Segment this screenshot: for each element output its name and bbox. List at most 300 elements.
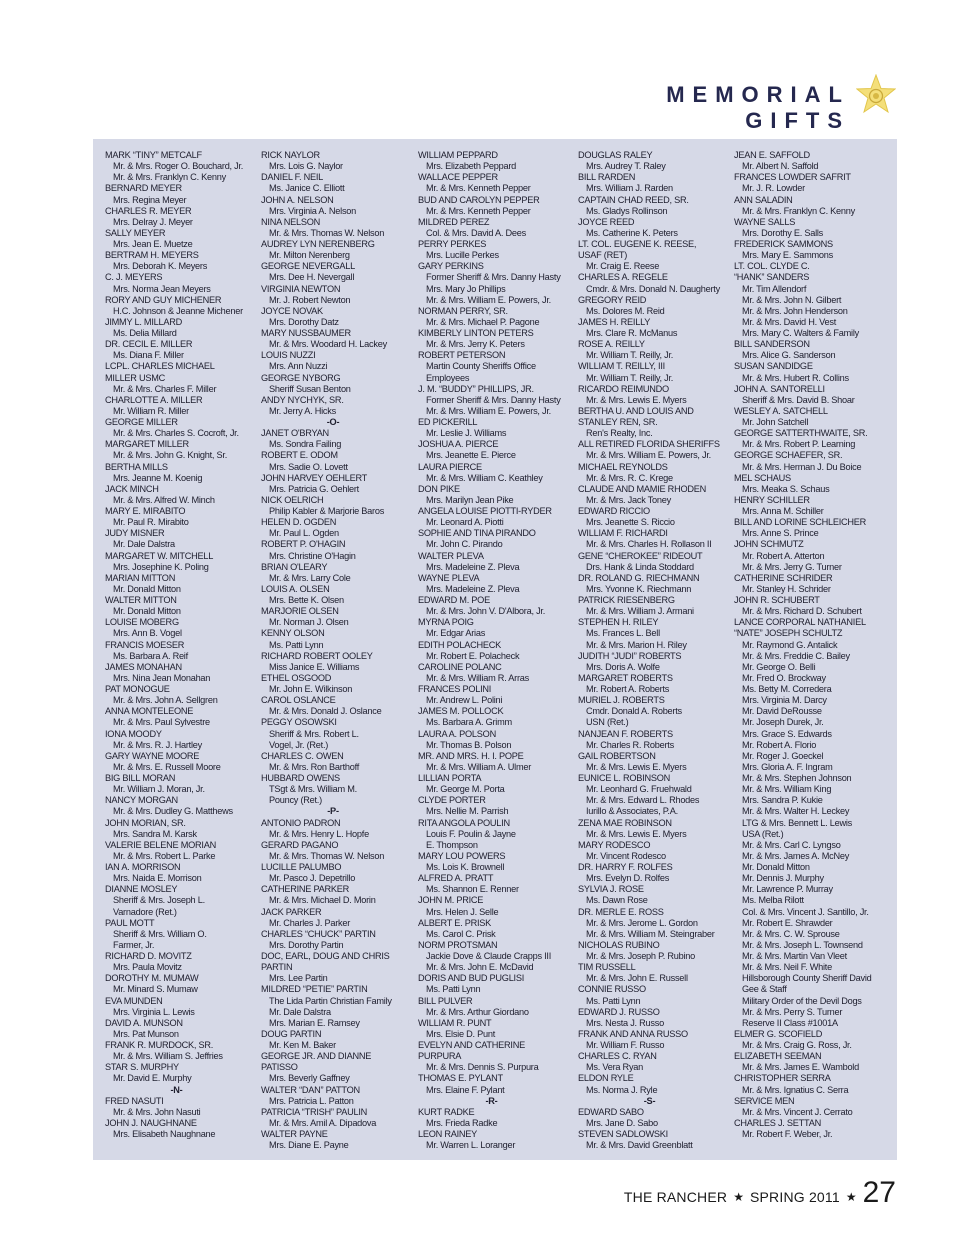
- honoree-name: STAR S. MURPHY: [105, 1062, 179, 1073]
- donor-name: Mrs. Gloria A. F. Ingram: [742, 761, 833, 772]
- honoree-name: “NATE” JOSEPH SCHULTZ: [734, 628, 843, 639]
- donor-name: Mr. & Mrs. William C. Keathley: [426, 472, 543, 483]
- honoree-name: JEAN E. SAFFOLD: [734, 150, 810, 160]
- honoree-name: PERRY PERKES: [418, 239, 487, 249]
- honoree-name: PAUL MOTT: [105, 917, 155, 928]
- honoree-name: ANTONIO PADRON: [261, 817, 341, 828]
- honoree-name: BILL RARDEN: [578, 172, 636, 183]
- honoree-name: LEON RAINEY: [418, 1129, 478, 1139]
- donor-name: Mr. & Mrs. William A. Ulmer: [426, 761, 532, 772]
- donor-name: Mrs. Jeanne M. Koenig: [113, 472, 203, 483]
- honoree-name: CHARLES J. SETTAN: [734, 1117, 821, 1128]
- donor-name: Sheriff & Mrs. William O.: [113, 928, 207, 939]
- donor-name: Mr. & Mrs. William E. Powers, Jr.: [426, 405, 551, 416]
- donor-name: Mrs. Lucille Perkes: [426, 250, 499, 261]
- donor-name: Sheriff & Mrs. Robert L.: [269, 728, 359, 739]
- honoree-name: DR. CECIL E. MILLER: [105, 339, 193, 350]
- donor-name: Mrs. Jeanette E. Pierce: [426, 450, 516, 461]
- honoree-name: MARGARET W. MITCHELL: [105, 550, 214, 561]
- donor-name: Mr. Stanley H. Schrider: [742, 583, 831, 594]
- donor-name: Ms. Lois K. Brownell: [426, 862, 505, 872]
- donor-name: Mr. & Mrs. Perry S. Turner: [742, 1006, 843, 1017]
- donor-name: Mr. Craig E. Reese: [586, 261, 660, 272]
- donor-name: Mr. & Mrs. William M. Steingraber: [586, 928, 715, 939]
- donor-name: Mr. & Mrs. Marion H. Riley: [586, 639, 687, 650]
- donor-name: Mrs. Elizabeth Peppard: [426, 161, 516, 172]
- donor-name: Mrs. Dorothy Partin: [269, 939, 344, 950]
- honoree-name: ROBERT PETERSON: [418, 350, 506, 361]
- honoree-name: CHARLES C. OWEN: [261, 750, 344, 761]
- memorial-column-2: [261, 150, 419, 1160]
- honoree-name: JUDY MISNER: [105, 528, 165, 539]
- honoree-name: MYRNA POIG: [418, 617, 474, 628]
- donor-name: Mr. Robert E. Shrawder: [742, 917, 833, 928]
- honoree-name: CAROLINE POLANC: [418, 661, 502, 672]
- honoree-name: BRIAN O'LEARY: [261, 561, 328, 572]
- donor-name: Mrs. William J. Rarden: [586, 183, 673, 194]
- donor-name: Mr. & Mrs. Charles S. Cocroft, Jr.: [113, 428, 239, 439]
- honoree-name: MARY NUSSBAUMER: [261, 328, 351, 338]
- honoree-name: ANDY NYCHYK, SR.: [261, 394, 344, 405]
- honoree-name: EDWARD M. POE: [418, 595, 490, 605]
- donor-name: Mr. Edgar Arias: [426, 628, 486, 639]
- honoree-name: C. J. MEYERS: [105, 272, 163, 283]
- honoree-name: DOC, EARL, DOUG AND CHRIS: [261, 951, 390, 961]
- honoree-name: WALTER PLEVA: [418, 550, 484, 561]
- donor-name: Ms. Catherine K. Peters: [586, 227, 678, 238]
- honoree-name: STANLEY REN, SR.: [578, 417, 658, 427]
- donor-name: Mr. Jerry A. Hicks: [269, 405, 336, 416]
- donor-name: Ms. Sondra Failing: [269, 439, 342, 450]
- donor-name: Mrs. Helen J. Selle: [426, 906, 499, 917]
- donor-name: Mrs. Josephine K. Poling: [113, 561, 209, 572]
- honoree-name: LILLIAN PORTA: [418, 773, 482, 783]
- honoree-name: RORY AND GUY MICHENER: [105, 294, 222, 305]
- donor-name: Ms. Dolores M. Reid: [586, 305, 665, 316]
- donor-name: Mr. Charles J. Parker: [269, 917, 351, 928]
- donor-name: Mr. Warren L. Loranger: [426, 1140, 516, 1151]
- donor-name: Mrs. Dee H. Nevergall: [269, 272, 355, 283]
- honoree-name: WAYNE SALLS: [734, 216, 796, 227]
- honoree-name: LUCILLE PALUMBO: [261, 862, 342, 872]
- donor-name: Mr. & Mrs. Jerry G. Turner: [742, 561, 842, 572]
- donor-name: Military Order of the Devil Dogs: [742, 995, 862, 1006]
- donor-name: Mr. Donald Mitton: [113, 583, 181, 594]
- honoree-name: LAURA PIERCE: [418, 461, 482, 472]
- donor-name: Ms. Diana F. Miller: [113, 350, 184, 361]
- honoree-name: MARJORIE OLSEN: [261, 606, 339, 617]
- honoree-name: JUDITH “JUDI” ROBERTS: [578, 650, 682, 661]
- honoree-name: PATISSO: [261, 1062, 298, 1073]
- donor-name: Mr. John C. Pirando: [426, 539, 503, 550]
- donor-name: Mr. & Mrs. Edward L. Rhodes: [586, 795, 700, 806]
- donor-name: Mr. & Mrs. James E. Wambold: [742, 1062, 859, 1073]
- donor-name: Mr. & Mrs. Lewis E. Myers: [586, 761, 687, 772]
- honoree-name: ANNA MONTELEONE: [105, 706, 194, 717]
- donor-name: Ms. Gladys Rollinson: [586, 205, 668, 216]
- honoree-name: JAMES MONAHAN: [105, 661, 182, 672]
- footer-star-icon: ★: [733, 1190, 744, 1204]
- donor-name: Ms. Betty M. Corredera: [742, 684, 832, 694]
- honoree-name: FRANK R. MURDOCK, SR.: [105, 1040, 214, 1050]
- donor-name: Mr. Lawrence P. Murray: [742, 884, 833, 895]
- donor-name: Mr. & Mrs. C. W. Sprouse: [742, 928, 840, 939]
- donor-name: Jackie Dove & Claude Crapps III: [426, 951, 552, 961]
- donor-name: Mr. Fred O. Brockway: [742, 672, 826, 683]
- page-number: 27: [862, 1176, 896, 1209]
- honoree-name: NORM PROTSMAN: [418, 939, 498, 950]
- donor-name: Mrs. Frieda Radke: [426, 1117, 498, 1128]
- donor-name: Mr. Dennis J. Murphy: [742, 873, 824, 884]
- memorial-column-4: [578, 150, 735, 1160]
- donor-name: Mr. & Mrs. Arthur Giordano: [426, 1006, 529, 1017]
- donor-name: Col. & Mrs. Vincent J. Santillo, Jr.: [742, 906, 869, 917]
- honoree-name: WALTER PAYNE: [261, 1129, 328, 1139]
- donor-name: Mr. William J. Moran, Jr.: [113, 784, 205, 795]
- donor-name: Cmdr. & Mrs. Donald N. Daugherty: [586, 283, 720, 294]
- donor-name: Mr. John Satchell: [742, 417, 809, 427]
- donor-name: Mrs. Diane E. Payne: [269, 1140, 349, 1151]
- honoree-name: EVA MUNDEN: [105, 995, 163, 1006]
- donor-name: Mr. Robert A. Roberts: [586, 684, 670, 694]
- honoree-name: MARY E. MIRABITO: [105, 506, 186, 516]
- section-letter-heading: -N-: [170, 1084, 183, 1095]
- honoree-name: J. M. “BUDDY” PHILLIPS, JR.: [418, 383, 534, 394]
- honoree-name: PAT MONOGUE: [105, 684, 170, 694]
- honoree-name: RICHARD D. MOVITZ: [105, 951, 192, 961]
- donor-name: Mr. & Mrs. John N. Gilbert: [742, 294, 842, 305]
- honoree-name: TIM RUSSELL: [578, 962, 636, 973]
- honoree-name: MILDRED “PETIE” PARTIN: [261, 984, 368, 995]
- honoree-name: WESLEY A. SATCHELL: [734, 405, 828, 416]
- honoree-name: JOHN HARVEY OEHLERT: [261, 472, 368, 483]
- donor-name: Mrs. Nina Jean Monahan: [113, 672, 211, 683]
- donor-name: Mr. & Mrs. Carl C. Lyngso: [742, 839, 841, 850]
- honoree-name: ETHEL OSGOOD: [261, 672, 332, 683]
- honoree-name: MEL SCHAUS: [734, 472, 791, 483]
- donor-name: Mr. Ken M. Baker: [269, 1040, 336, 1050]
- honoree-name: FRANCIS MOESER: [105, 639, 185, 650]
- honoree-name: IONA MOODY: [105, 728, 162, 739]
- honoree-name: GARY PERKINS: [418, 261, 484, 272]
- donor-name: Mrs. Elsie D. Punt: [426, 1028, 496, 1039]
- donor-name: Martin County Sheriffs Office: [426, 361, 536, 372]
- page-title: MEMORIAL GIFTS: [666, 82, 850, 133]
- honoree-name: FRED NASUTI: [105, 1095, 164, 1106]
- honoree-name: GAIL ROBERTSON: [578, 750, 656, 761]
- donor-name: Mrs. Naida E. Morrison: [113, 873, 202, 884]
- donor-name: Mrs. Anna M. Schiller: [742, 506, 824, 516]
- honoree-name: JOYCE NOVAK: [261, 305, 323, 316]
- honoree-name: LT. COL. CLYDE C.: [734, 261, 810, 272]
- honoree-name: BILL AND LORINE SCHLEICHER: [734, 517, 867, 528]
- honoree-name: HELEN D. OGDEN: [261, 517, 337, 528]
- donor-name: Ms. Patti Lynn: [586, 995, 641, 1006]
- honoree-name: AUDREY LYN NERENBERG: [261, 239, 375, 249]
- donor-name: Mr. & Mrs. Jerome L. Gordon: [586, 917, 698, 928]
- honoree-name: JOHN MORIAN, SR.: [105, 817, 186, 828]
- donor-name: Mr. & Mrs. Michael D. Morin: [269, 895, 376, 906]
- honoree-name: CATHERINE SCHRIDER: [734, 572, 833, 583]
- memorial-column-1: [105, 150, 262, 1160]
- donor-name: Mr. & Mrs. John E. Russell: [586, 973, 688, 984]
- donor-name: Ms. Shannon E. Renner: [426, 884, 519, 895]
- donor-name: Mr. & Mrs. Kenneth Pepper: [426, 205, 531, 216]
- donor-name: Farmer, Jr.: [113, 939, 155, 950]
- donor-name: Mr. & Mrs. Jerry K. Peters: [426, 339, 525, 350]
- donor-name: Mr. Leonhard G. Fruehwald: [586, 784, 692, 795]
- donor-name: Mr. William F. Russo: [586, 1040, 665, 1050]
- honoree-name: DR. HARRY F. ROLFES: [578, 862, 673, 872]
- donor-name: Ren's Realty, Inc.: [586, 428, 653, 439]
- donor-name: Mrs. Mary E. Sammons: [742, 250, 833, 261]
- honoree-name: DR. MERLE E. ROSS: [578, 906, 664, 917]
- honoree-name: BUD AND CAROLYN PEPPER: [418, 194, 540, 205]
- donor-name: Mr. David DeRousse: [742, 706, 822, 717]
- donor-name: Ms. Melba Rilott: [742, 895, 804, 906]
- honoree-name: MARK “TINY” METCALF: [105, 150, 202, 160]
- honoree-name: BIG BILL MORAN: [105, 773, 176, 783]
- donor-name: Mr. & Mrs. Stephen Johnson: [742, 773, 852, 783]
- honoree-name: PURPURA: [418, 1051, 462, 1062]
- honoree-name: LOUIS A. OLSEN: [261, 583, 330, 594]
- honoree-name: EDWARD J. RUSSO: [578, 1006, 660, 1017]
- donor-name: TSgt & Mrs. William M.: [269, 784, 357, 795]
- honoree-name: NANJEAN F. ROBERTS: [578, 728, 673, 739]
- donor-name: Mrs. Evelyn D. Rolfes: [586, 873, 670, 884]
- honoree-name: ELMER G. SCOFIELD: [734, 1028, 823, 1039]
- donor-name: Mr. & Mrs. William King: [742, 784, 832, 795]
- donor-name: Ms. Patti Lynn: [269, 639, 324, 650]
- donor-name: Mrs. Bette K. Olsen: [269, 595, 344, 605]
- donor-name: Ms. Carol C. Prisk: [426, 928, 496, 939]
- honoree-name: RICK NAYLOR: [261, 150, 320, 160]
- honoree-name: IAN A. MORRISON: [105, 862, 181, 872]
- issue-label: SPRING 2011: [749, 1189, 840, 1205]
- honoree-name: MARY RODESCO: [578, 839, 651, 850]
- donor-name: Mrs. Grace S. Edwards: [742, 728, 832, 739]
- honoree-name: DAVID A. MUNSON: [105, 1017, 183, 1028]
- donor-name: Employees: [426, 372, 470, 383]
- donor-name: Mr. & Mrs. John A. Sellgren: [113, 695, 218, 706]
- donor-name: Mrs. Dorothy Datz: [269, 316, 339, 327]
- honoree-name: GEORGE NEVERGALL: [261, 261, 356, 272]
- donor-name: Mrs. Beverly Gaffney: [269, 1073, 350, 1084]
- honoree-name: RITA ANGOLA POULIN: [418, 817, 510, 828]
- honoree-name: JOHN M. PRICE: [418, 895, 484, 906]
- honoree-name: VIRGINIA NEWTON: [261, 283, 341, 294]
- donor-name: Mrs. Christine O'Hagin: [269, 550, 356, 561]
- donor-name: Mrs. Doris A. Wolfe: [586, 661, 660, 672]
- donor-name: Mrs. Marilyn Jean Pike: [426, 494, 514, 505]
- donor-name: E. Thompson: [426, 839, 478, 850]
- donor-name: Mr. Minard S. Mumaw: [113, 984, 198, 995]
- honoree-name: LANCE CORPORAL NATHANIEL: [734, 617, 866, 628]
- donor-name: Mrs. Deborah K. Meyers: [113, 261, 208, 272]
- honoree-name: BERNARD MEYER: [105, 183, 182, 194]
- honoree-name: NICHOLAS RUBINO: [578, 939, 660, 950]
- honoree-name: MURIEL J. ROBERTS: [578, 695, 665, 706]
- donor-name: Mr. & Mrs. Woodard H. Lackey: [269, 339, 387, 350]
- honoree-name: MARIAN MITTON: [105, 572, 176, 583]
- honoree-name: USAF (RET): [578, 250, 628, 261]
- honoree-name: WILLIAM T. REILLY, III: [578, 361, 665, 372]
- section-letter-heading: -R-: [485, 1095, 498, 1106]
- donor-name: Mr. & Mrs. Dudley G. Matthews: [113, 806, 233, 817]
- honoree-name: ALBERT E. PRISK: [418, 917, 492, 928]
- donor-name: Ms. Barbara A. Grimm: [426, 717, 512, 728]
- donor-name: USA (Ret.): [742, 828, 784, 839]
- donor-name: Mr. Paul R. Mirabito: [113, 517, 189, 528]
- donor-name: Mr. & Mrs. William E. Powers, Jr.: [426, 294, 551, 305]
- honoree-name: FRANK AND ANNA RUSSO: [578, 1028, 688, 1039]
- donor-name: H.C. Johnson & Jeanne Michener: [113, 305, 243, 316]
- honoree-name: CHARLES C. RYAN: [578, 1051, 657, 1062]
- honoree-name: ANN SALADIN: [734, 194, 793, 205]
- donor-name: Mrs. Nesta J. Russo: [586, 1017, 664, 1028]
- honoree-name: WALTER “DAN” PATTON: [261, 1084, 360, 1095]
- honoree-name: EVELYN AND CATHERINE: [418, 1040, 525, 1050]
- honoree-name: MARGARET MILLER: [105, 439, 189, 450]
- honoree-name: KURT RADKE: [418, 1106, 475, 1117]
- donor-name: Mr. & Mrs. Hubert R. Collins: [742, 372, 849, 383]
- donor-name: Mrs. Patricia L. Patton: [269, 1095, 354, 1106]
- memorial-column-3: [418, 150, 579, 1160]
- donor-name: Mr. & Mrs. Jack Toney: [586, 494, 671, 505]
- honoree-name: EDWARD RICCIO: [578, 506, 650, 516]
- honoree-name: NINA NELSON: [261, 216, 321, 227]
- honoree-name: ALFRED A. PRATT: [418, 873, 494, 884]
- donor-name: Mrs. Jean E. Muetze: [113, 239, 193, 249]
- honoree-name: ED PICKERILL: [418, 417, 478, 427]
- honoree-name: ROBERT P. O'HAGIN: [261, 539, 346, 550]
- donor-name: Mr. & Mrs. Larry Cole: [269, 572, 351, 583]
- donor-name: Mr. Roger J. Goeckel: [742, 750, 824, 761]
- donor-name: Mr. & Mrs. Thomas W. Nelson: [269, 850, 385, 861]
- honoree-name: SERVICE MEN: [734, 1095, 795, 1106]
- honoree-name: MICHAEL REYNOLDS: [578, 461, 668, 472]
- honoree-name: NICK OELRICH: [261, 494, 324, 505]
- donor-name: Hillsborough County Sheriff David: [742, 973, 872, 984]
- donor-name: Cmdr. Donald A. Roberts: [586, 706, 682, 717]
- honoree-name: EUNICE L. ROBINSON: [578, 773, 670, 783]
- donor-name: LTG & Mrs. Bennett L. Lewis: [742, 817, 853, 828]
- donor-name: Mrs. Yvonne K. Riechmann: [586, 583, 692, 594]
- honoree-name: GEORGE NYBORG: [261, 372, 341, 383]
- donor-name: Mr. & Mrs. Alfred W. Minch: [113, 494, 215, 505]
- honoree-name: EDWARD SABO: [578, 1106, 644, 1117]
- donor-name: Mr. William T. Reilly, Jr.: [586, 350, 674, 361]
- donor-name: Mrs. Sadie O. Lovett: [269, 461, 348, 472]
- donor-name: Mrs. Lee Partin: [269, 973, 328, 984]
- honoree-name: CLAUDE AND MAMIE RHODEN: [578, 483, 706, 494]
- honoree-name: JACK MINCH: [105, 483, 159, 494]
- donor-name: Sheriff Susan Benton: [269, 383, 351, 394]
- honoree-name: GEORGE JR. AND DIANNE: [261, 1051, 372, 1062]
- donor-name: Mr. & Mrs. R. C. Krege: [586, 472, 673, 483]
- honoree-name: ROSE A. REILLY: [578, 339, 645, 350]
- donor-name: Mr. & Mrs. John E. McDavid: [426, 962, 534, 973]
- donor-name: Ms. Norma J. Ryle: [586, 1084, 658, 1095]
- honoree-name: PATRICK RIESENBERG: [578, 595, 675, 605]
- star-icon: [856, 74, 896, 114]
- donor-name: Mrs. Alice G. Sanderson: [742, 350, 836, 361]
- donor-name: Reserve II Class #1001A: [742, 1017, 838, 1028]
- donor-name: Mr. & Mrs. Robert P. Learning: [742, 439, 856, 450]
- donor-name: Philip Kabler & Marjorie Baros: [269, 506, 385, 516]
- honoree-name: ELIZABETH SEEMAN: [734, 1051, 822, 1062]
- honoree-name: ANGELA LOUISE PIOTTI-RYDER: [418, 506, 552, 516]
- donor-name: Former Sheriff & Mrs. Danny Hasty: [426, 394, 561, 405]
- honoree-name: “HANK” SANDERS: [734, 272, 810, 283]
- honoree-name: DOUGLAS RALEY: [578, 150, 653, 160]
- donor-name: Mr. Norman J. Olsen: [269, 617, 349, 628]
- honoree-name: BERTHA MILLS: [105, 461, 168, 472]
- donor-name: Ms. Barbara A. Reif: [113, 650, 188, 661]
- donor-name: Mr. Robert E. Polacheck: [426, 650, 520, 661]
- donor-name: Mrs. Mary Jo Phillips: [426, 283, 506, 294]
- honoree-name: ROBERT E. ODOM: [261, 450, 338, 461]
- honoree-name: LT. COL. EUGENE K. REESE,: [578, 239, 697, 249]
- donor-name: Mr. & Mrs. Paul Sylvestre: [113, 717, 210, 728]
- donor-name: Mr. & Mrs. Charles F. Miller: [113, 383, 217, 394]
- donor-name: Mr. J. R. Lowder: [742, 183, 805, 194]
- honoree-name: GEORGE SCHAEFER, SR.: [734, 450, 843, 461]
- honoree-name: FRANCES LOWDER SAFRIT: [734, 172, 851, 183]
- donor-name: Mr. Thomas B. Polson: [426, 739, 512, 750]
- donor-name: Mrs. Madeleine Z. Pleva: [426, 583, 520, 594]
- honoree-name: DOUG PARTIN: [261, 1028, 322, 1039]
- honoree-name: ALL RETIRED FLORIDA SHERIFFS: [578, 439, 720, 450]
- donor-name: Mr. & Mrs. William J. Armani: [586, 606, 694, 617]
- honoree-name: GENE “CHEROKEE” RIDEOUT: [578, 550, 703, 561]
- honoree-name: DOROTHY M. MUMAW: [105, 973, 199, 984]
- donor-name: Mr. Donald Mitton: [742, 862, 810, 872]
- donor-name: Mrs. Elaine F. Pylant: [426, 1084, 505, 1095]
- donor-name: Mr. & Mrs. Neil F. White: [742, 962, 832, 973]
- donor-name: Mr. & Mrs. E. Russell Moore: [113, 761, 221, 772]
- donor-name: Mr. & Mrs. Martin Van Vleet: [742, 951, 847, 961]
- honoree-name: CONNIE RUSSO: [578, 984, 646, 995]
- honoree-name: MILDRED PEREZ: [418, 216, 490, 227]
- donor-name: Mrs. Ann Nuzzi: [269, 361, 328, 372]
- honoree-name: JOHN J. NAUGHNANE: [105, 1117, 197, 1128]
- donor-name: Ms. Janice C. Elliott: [269, 183, 345, 194]
- donor-name: Mrs. Sandra M. Karsk: [113, 828, 197, 839]
- honoree-name: CHARLES “CHUCK” PARTIN: [261, 928, 376, 939]
- donor-name: Mrs. Madeleine Z. Pleva: [426, 561, 520, 572]
- honoree-name: KENNY OLSON: [261, 628, 325, 639]
- donor-name: Mrs. Patricia G. Oehlert: [269, 483, 359, 494]
- honoree-name: MARGARET ROBERTS: [578, 672, 673, 683]
- donor-name: USN (Ret.): [586, 717, 629, 728]
- honoree-name: SALLY MEYER: [105, 227, 166, 238]
- donor-name: Mr. Donald Mitton: [113, 606, 181, 617]
- donor-name: Pouncy (Ret.): [269, 795, 322, 806]
- donor-name: Mrs. Clare R. McManus: [586, 328, 678, 338]
- donor-name: Mrs. Elisabeth Naughnane: [113, 1129, 216, 1139]
- honoree-name: FREDERICK SAMMONS: [734, 239, 833, 249]
- honoree-name: MILLER USMC: [105, 372, 166, 383]
- donor-name: Mr. Robert F. Weber, Jr.: [742, 1129, 833, 1139]
- section-letter-heading: -S-: [643, 1095, 656, 1106]
- donor-name: Mr. Raymond G. Antalick: [742, 639, 838, 650]
- donor-name: Mrs. Meaka S. Schaus: [742, 483, 830, 494]
- donor-name: Mr. & Mrs. R. J. Hartley: [113, 739, 202, 750]
- donor-name: Mrs. Pat Munson: [113, 1028, 179, 1039]
- honoree-name: LOUISE MOBERG: [105, 617, 179, 628]
- honoree-name: GREGORY REID: [578, 294, 647, 305]
